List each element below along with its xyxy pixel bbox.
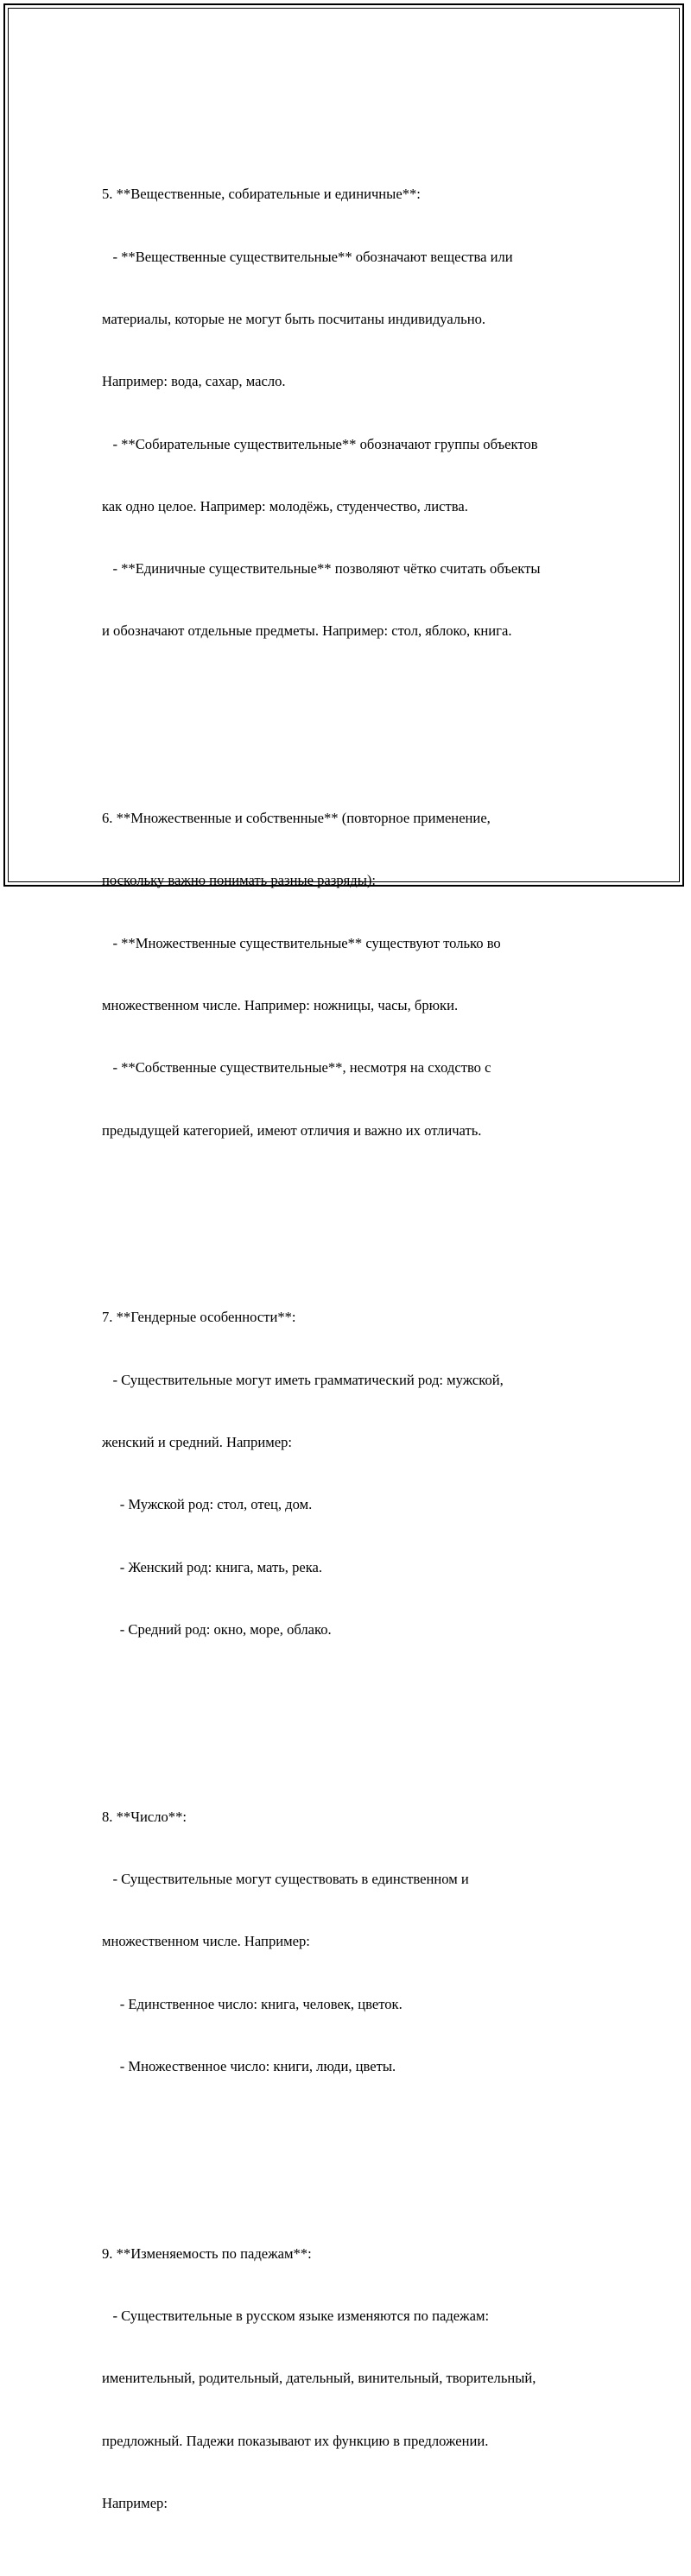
text-line: женский и средний. Например:	[102, 1434, 293, 1450]
text-line: - Множественное число: книги, люди, цветы.	[102, 2057, 396, 2074]
text-line: - Мужской род: стол, отец, дом.	[102, 1496, 313, 1513]
text-line: Например:	[102, 2494, 168, 2511]
text-line: - **Множественные существительные** существуют только во	[102, 934, 501, 951]
text-line: - **Вещественные существительные** обозначают вещества или	[102, 248, 513, 265]
section-heading: 9. **Изменяемость по падежам**:	[102, 2245, 312, 2262]
text-line: множественном числе. Например:	[102, 1933, 310, 1950]
text-line: - Единственное число: книга, человек, цветок.	[102, 1995, 403, 2012]
text-line: предложный. Падежи показывают их функцию в предложении.	[102, 2432, 489, 2449]
text-line: - Существительные в русском языке изменяются по падежам:	[102, 2307, 490, 2324]
text-line: множественном числе. Например: ножницы, часы, брюки.	[102, 997, 459, 1014]
text-line: Например: вода, сахар, масло.	[102, 373, 286, 390]
section-5	[102, 142, 612, 683]
text-line: - Средний род: окно, море, облако.	[102, 1620, 332, 1638]
text-line: предыдущей категорией, имеют отличия и важно их отличать.	[102, 1121, 482, 1139]
text-line: - **Собственные существительные**, несмотря на сходство с	[102, 1059, 491, 1076]
text-line: - Женский род: книга, мать, река.	[102, 1558, 323, 1575]
text-line: именительный, родительный, дательный, винительный, творительный,	[102, 2370, 536, 2387]
section-heading: 7. **Гендерные особенности**:	[102, 1309, 296, 1326]
section-7	[102, 1266, 612, 1682]
text-line: - **Единичные существительные** позволяют чётко считать объекты	[102, 560, 541, 578]
section-6	[102, 767, 612, 1183]
section-heading: 8. **Число**:	[102, 1808, 187, 1825]
text-line: материалы, которые не могут быть посчитаны индивидуально.	[102, 310, 486, 327]
text-line: как одно целое. Например: молодёжь, студенчество, листва.	[102, 497, 468, 515]
text-line: и обозначают отдельные предметы. Например: стол, яблоко, книга.	[102, 622, 512, 640]
section-heading: 6. **Множественные и собственные** (повторное применение,	[102, 810, 491, 827]
section-8	[102, 1765, 612, 2119]
text-line: поскольку важно понимать разные разряды):	[102, 872, 377, 889]
section-heading: 5. **Вещественные, собирательные и единичные**:	[102, 186, 421, 203]
text-line: - Существительные могут существовать в единственном и	[102, 1870, 469, 1887]
document-body	[102, 101, 612, 2576]
section-9	[102, 2201, 612, 2555]
text-line: - **Собирательные существительные** обозначают группы объектов	[102, 435, 538, 452]
text-line: - Существительные могут иметь грамматический род: мужской,	[102, 1371, 504, 1388]
